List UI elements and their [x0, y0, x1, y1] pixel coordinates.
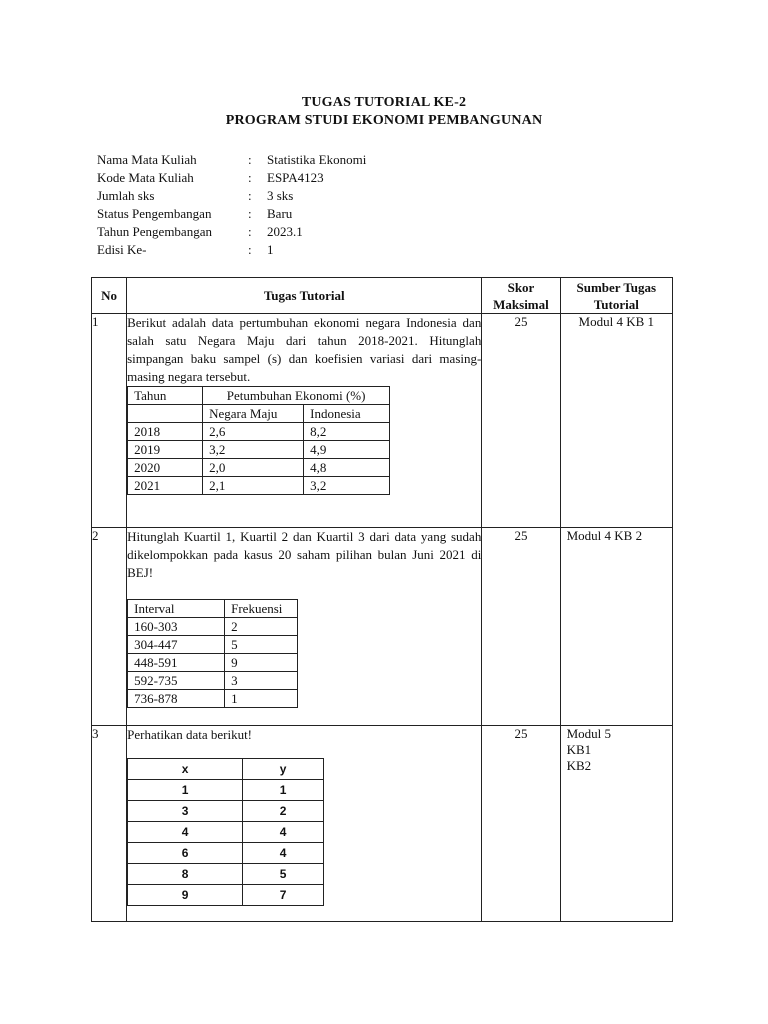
x-cell: 8: [128, 864, 243, 885]
frequency-cell: 5: [225, 636, 298, 654]
value-cell: 2,1: [203, 477, 304, 495]
header-score-line1: Skor: [507, 279, 535, 295]
growth-data-table: [127, 386, 390, 495]
assignment-table: [91, 277, 673, 922]
col-x-header: x: [128, 759, 243, 780]
source-line: KB2: [566, 758, 592, 773]
source-line: Modul 5: [566, 726, 612, 741]
source-cell: [560, 314, 672, 528]
y-cell: 7: [243, 885, 324, 906]
table-row: [128, 843, 324, 864]
x-cell: 6: [128, 843, 243, 864]
task-cell: [127, 528, 482, 726]
score-cell: 25: [482, 314, 560, 528]
table-row: [128, 423, 390, 441]
table-row: [92, 528, 673, 726]
table-row: [128, 459, 390, 477]
col-developed-header: Negara Maju: [203, 405, 304, 423]
value-cell: 2,0: [203, 459, 304, 477]
frequency-cell: 9: [225, 654, 298, 672]
course-info-colon: :: [248, 188, 252, 203]
frequency-cell: 2: [225, 618, 298, 636]
header-source: [560, 278, 672, 314]
interval-cell: 160-303: [128, 618, 225, 636]
y-cell: 1: [243, 780, 324, 801]
row-number: 2: [92, 528, 127, 726]
source-cell: [560, 528, 672, 726]
table-row: [128, 636, 298, 654]
course-info-label: Jumlah sks: [97, 188, 155, 203]
course-info-label: Kode Mata Kuliah: [97, 170, 194, 185]
table-row: [128, 864, 324, 885]
course-info-value: 1: [267, 242, 274, 257]
source-line: Modul 4 KB 2: [566, 528, 643, 543]
task-text: Perhatikan data berikut!: [127, 727, 253, 742]
table-row: [128, 780, 324, 801]
task-text: Hitunglah Kuartil 1, Kuartil 2 dan Kuartil 3 dari data yang sudah dikelompokkan pada kasus 20 saham pilihan bulan Juni 2021 di BEJ!: [127, 529, 482, 580]
header-score-line2: Maksimal: [493, 296, 549, 312]
table-row: [128, 477, 390, 495]
header-source-line2: Tutorial: [593, 296, 639, 312]
x-cell: 9: [128, 885, 243, 906]
xy-data-table: [127, 758, 324, 906]
year-cell: 2019: [128, 441, 203, 459]
y-cell: 2: [243, 801, 324, 822]
course-info-value: ESPA4123: [267, 170, 324, 185]
table-row: [128, 801, 324, 822]
course-info-label: Status Pengembangan: [97, 206, 212, 221]
course-info-colon: :: [248, 170, 252, 185]
course-info-value: 2023.1: [267, 224, 303, 239]
course-info-value: 3 sks: [267, 188, 294, 203]
table-row: [128, 672, 298, 690]
frequency-table: [127, 599, 298, 708]
course-info-label: Edisi Ke-: [97, 242, 147, 257]
y-cell: 4: [243, 843, 324, 864]
table-row: [128, 441, 390, 459]
course-info-label: Tahun Pengembangan: [97, 224, 212, 239]
header-no: No: [92, 278, 127, 314]
header-source-line1: Sumber Tugas: [576, 279, 657, 295]
value-cell: 2,6: [203, 423, 304, 441]
col-y-header: y: [243, 759, 324, 780]
row-number: 3: [92, 726, 127, 922]
year-cell: 2018: [128, 423, 203, 441]
task-cell: [127, 726, 482, 922]
x-cell: 3: [128, 801, 243, 822]
row-number: 1: [92, 314, 127, 528]
col-interval-header: Interval: [128, 600, 225, 618]
document-title: TUGAS TUTORIAL KE-2: [301, 95, 467, 110]
course-info-colon: :: [248, 224, 252, 239]
assignment-table-header: [92, 278, 673, 314]
col-year-header: Tahun: [128, 387, 203, 405]
source-line: KB1: [566, 742, 592, 757]
frequency-cell: 1: [225, 690, 298, 708]
source-line: Modul 4 KB 1: [578, 314, 655, 329]
table-row: [128, 654, 298, 672]
score-cell: 25: [482, 528, 560, 726]
task-text: Berikut adalah data pertumbuhan ekonomi negara Indonesia dan salah satu Negara Maju dari tahun 2018-2021. Hitunglah simpangan baku sampel (s) dan koefisien variasi dari masing-masing negara tersebut.: [127, 315, 482, 384]
course-info-label: Nama Mata Kuliah: [97, 152, 197, 167]
col-indonesia-header: Indonesia: [304, 405, 390, 423]
course-info-colon: :: [248, 152, 252, 167]
program-title: PROGRAM STUDI EKONOMI PEMBANGUNAN: [225, 113, 543, 128]
y-cell: 5: [243, 864, 324, 885]
table-row: [128, 618, 298, 636]
course-info-colon: :: [248, 242, 252, 257]
x-cell: 4: [128, 822, 243, 843]
course-info-value: Baru: [267, 206, 293, 221]
frequency-cell: 3: [225, 672, 298, 690]
y-cell: 4: [243, 822, 324, 843]
interval-cell: 592-735: [128, 672, 225, 690]
value-cell: 4,9: [304, 441, 390, 459]
source-cell: [560, 726, 672, 922]
interval-cell: 448-591: [128, 654, 225, 672]
x-cell: 1: [128, 780, 243, 801]
col-frequency-header: Frekuensi: [225, 600, 298, 618]
value-cell: 4,8: [304, 459, 390, 477]
value-cell: 8,2: [304, 423, 390, 441]
header-score: [482, 278, 560, 314]
interval-cell: 736-878: [128, 690, 225, 708]
empty-cell: [128, 405, 203, 423]
year-cell: 2021: [128, 477, 203, 495]
interval-cell: 304-447: [128, 636, 225, 654]
growth-group-header: Petumbuhan Ekonomi (%): [203, 387, 390, 405]
header-task: Tugas Tutorial: [127, 278, 482, 314]
course-info-value: Statistika Ekonomi: [267, 152, 367, 167]
task-cell: [127, 314, 482, 528]
table-row: [128, 822, 324, 843]
course-info-colon: :: [248, 206, 252, 221]
year-cell: 2020: [128, 459, 203, 477]
value-cell: 3,2: [203, 441, 304, 459]
value-cell: 3,2: [304, 477, 390, 495]
table-row: [128, 690, 298, 708]
score-cell: 25: [482, 726, 560, 922]
table-row: [92, 314, 673, 528]
table-row: [128, 885, 324, 906]
table-row: [92, 726, 673, 922]
